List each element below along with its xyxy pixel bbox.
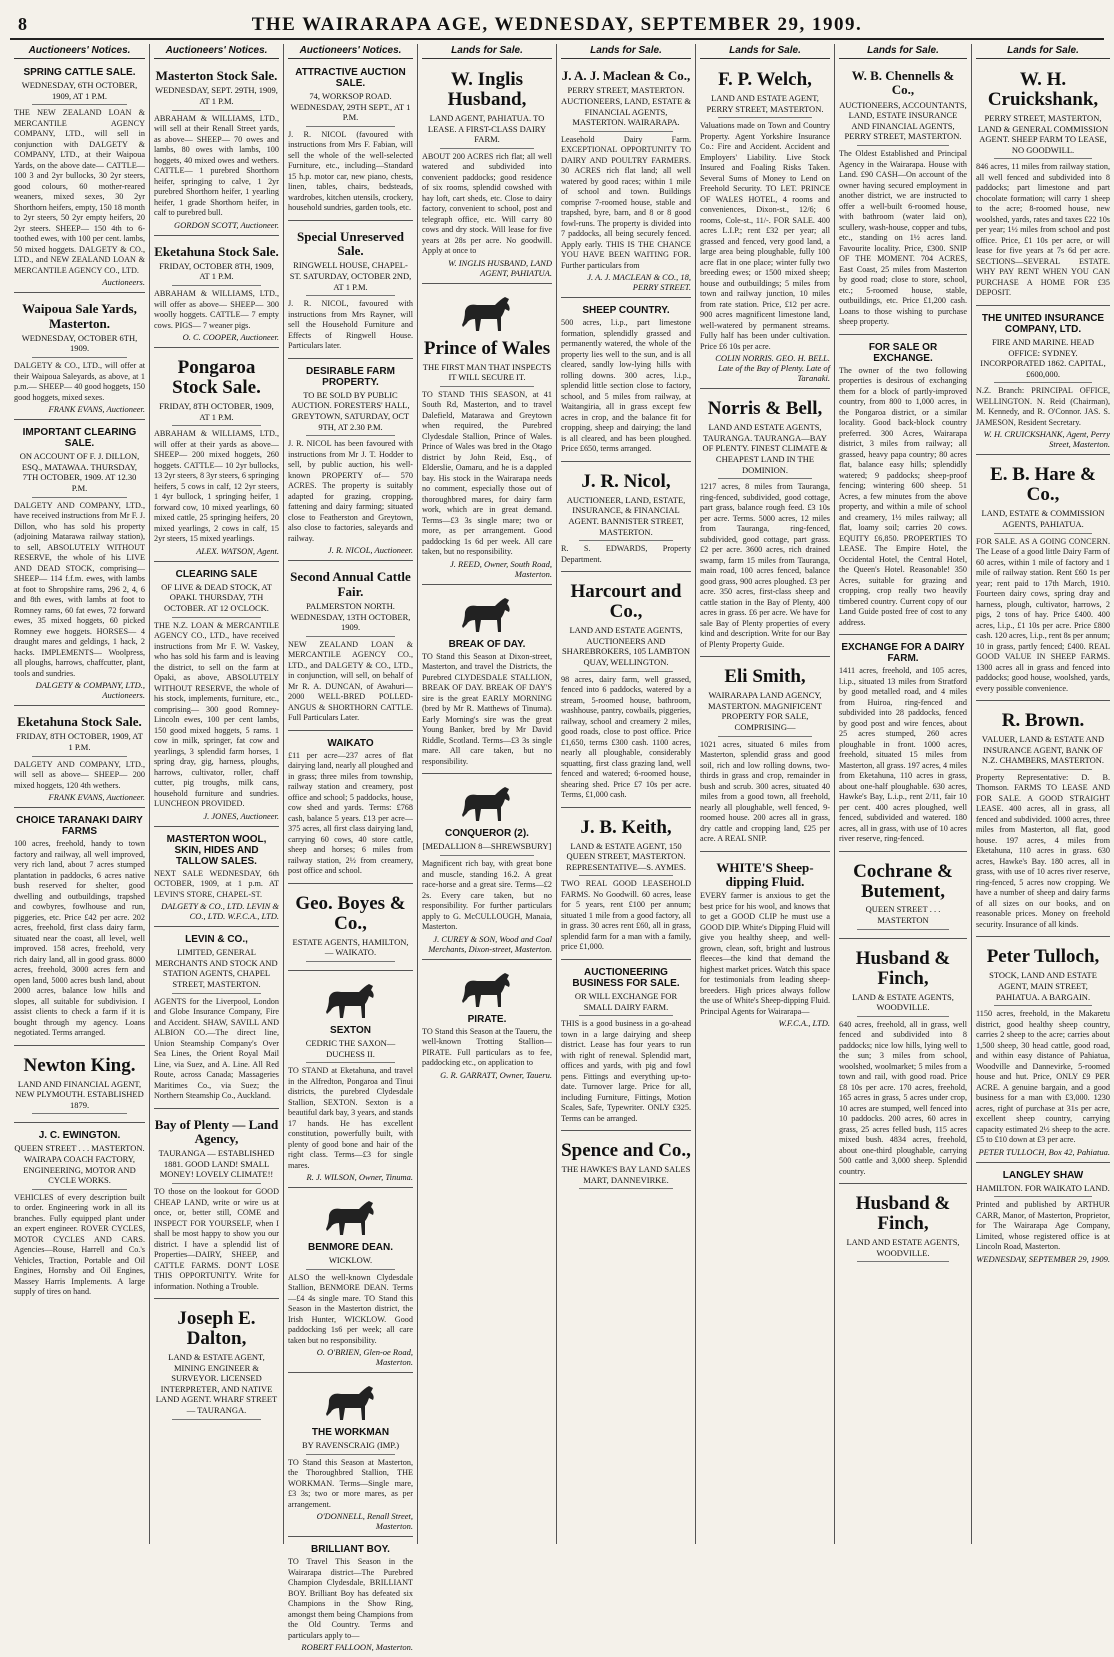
divider xyxy=(306,126,395,127)
ad-subheading: FRIDAY, OCTOBER 8TH, 1909, AT 1 P.M. xyxy=(159,260,274,282)
ad-title: WHITE'S Sheep-dipping Fluid. xyxy=(716,859,814,889)
advertisement xyxy=(288,63,413,221)
ad-title: DESIRABLE FARM PROPERTY. xyxy=(306,365,395,388)
ad-body: EVERY farmer is anxious to get the best price for his wool, and knows that to get a GOOD CLIP he must use a GOOD DIP. White's Dipping Fluid will give you healthy sheep, and well-grown, clean, soft, bright and lustrous fleeces—the kind that demand the highest market prices. Watch this space for testimonials from leading sheep-breeders. High prices always follow the use of White's Sheep-dipping Fluid. Principal Agents for Wairarapa— xyxy=(700,891,830,1016)
ad-body: 500 acres, l.i.p., part limestone formation, splendidly grassed and permanently watered, the whole of the property lies well to the sun, and is all cleared, sandly low-lying hills with rolling downs. 300 acres, l.i.p., splendid little section close to factory, school, and 5 miles from railway, at Waitangiria, all in grass except few acres in crop, and the balance fit for cropping, sheep and dairying; the land is all cleared, and has been ploughed. Price £650, terms arranged. xyxy=(561,318,691,454)
ad-signature: O. C. COOPER, Auctioneer. xyxy=(182,332,279,343)
ad-body: J. R. NICOL, favoured with instructions from Mrs Rayner, will sell the Household Furniture and Effects of Ringwell House. Particulars later. xyxy=(288,299,413,351)
ad-subheading: LAND AND ESTATE AGENTS, TAURANGA. TAURANGA—BAY OF PLENTY. FINEST CLIMATE & CHEAPEST LAND IN THE DOMINION. xyxy=(702,422,828,475)
ad-subheading: LAND & ESTATE AGENT, MINING ENGINEER & SURVEYOR. LICENSED INTERPRETER, AND NATIVE LAND AGENT. WHARF STREET — TAURANGA. xyxy=(155,1351,278,1416)
divider xyxy=(994,382,1092,383)
ad-subheading: FIRE AND MARINE. HEAD OFFICE: SYDNEY. INCORPORATED 1862. CAPITAL, £600,000. xyxy=(980,336,1106,379)
column-7 xyxy=(835,44,972,1544)
ad-body: £11 per acre—237 acres of flat dairying land, nearly all ploughed and in grass; three miles from township, railway station and creamery, post office and school; 5 paddocks, house, cow shed and yards. Terms: £768 cash, balance 5 years. £13 per acre—375 acres, all first class dairying land, carrying 60 cows, 40 store cattle, sheep and horses; 6 miles from railway station, 2½ from creamery, post office and school. xyxy=(288,750,413,876)
ad-body: NEW ZEALAND LOAN & MERCANTILE AGENCY CO., LTD., and DALGETY & CO., LTD., in conjunction, will sell, on behalf of Mr R. A. DUNCAN, of Awahuri— 2000 WELL-BRED POLLED-ANGUS & SHORTHORN CATTLE. Full Particulars Later. xyxy=(288,639,413,723)
ad-subheading: THE HAWKE'S BAY LAND SALES MART, DANNEVIRKE. xyxy=(561,1164,691,1185)
advertisement xyxy=(976,63,1110,306)
ad-title: Prince of Wales xyxy=(423,337,551,359)
advertisement xyxy=(561,63,691,298)
divider xyxy=(172,425,261,426)
advertisement xyxy=(14,63,145,293)
ad-subheading: THE FIRST MAN THAT INSPECTS IT WILL SECURE IT. xyxy=(422,361,552,383)
ad-title: Masterton Stock Sale. xyxy=(155,68,278,83)
ad-signature: PETER TULLOCH, Box 42, Pahiatua. xyxy=(978,1146,1110,1157)
ad-title: FOR SALE OR EXCHANGE. xyxy=(868,341,938,364)
advertisement xyxy=(976,940,1110,1162)
ad-title: Waipoua Sale Yards, Masterton. xyxy=(22,301,137,331)
advertisement xyxy=(839,638,967,852)
advertisement xyxy=(976,704,1110,937)
ad-title: Special Unreserved Sale. xyxy=(297,228,404,259)
ad-body: 1021 acres, situated 6 miles from Masterton, splendid grass and good soil, rich and low rolling downs, two-thirds in grass and crop, remainder in bush and scrub. 300 acres, situated 40 miles from a good town, all freehold, nearly all ploughable, well fenced, 9-roomed house. 200 acres all in grass, dry cattle and cropping land, £25 per acre. A REAL SNIP. xyxy=(700,739,830,844)
ad-signature: J. R. NICOL, Auctioneer. xyxy=(327,545,413,556)
advertisement xyxy=(154,830,279,928)
advertisement xyxy=(839,942,967,1185)
advertisement xyxy=(154,63,279,236)
ad-title: SHEEP COUNTRY. xyxy=(582,305,670,317)
ad-signature: GORDON SCOTT, Auctioneer. xyxy=(174,219,279,230)
ad-subheading: LAND AND ESTATE AGENTS, WOODVILLE. xyxy=(846,1237,960,1258)
ad-body: 1150 acres, freehold, in the Makaretu district, good healthy sheep country, carries 2 sheep to the acre; carries about 1,500 sheep, 30 head cattle, good road, and within easy distance of Pahiatua, Woodville and Dannevirke, 5-roomed house and hut. Price, ONLY £9 PER ACRE. A genuine bargain, and a good business for a man with £3,000. 1230 acres, right of purchase at 31s per acre, excellent sheep country, carrying capacity estimated 2½ sheep to the acre. £5 to £10 down at £3 per acre. xyxy=(976,1009,1110,1145)
ad-title: J. A. J. Maclean & Co., xyxy=(561,68,691,83)
advertisement xyxy=(14,423,145,706)
ad-subheading: HAMILTON. FOR WAIKATO LAND. xyxy=(976,1182,1110,1193)
divider xyxy=(579,131,673,132)
ad-body: THE N.Z. LOAN & MERCANTILE AGENCY CO., LTD., have received instructions from Mr F. W. Vaskey, who has sold his farm and is leaving the district, to sell on the farm at Opaki, as above, ABSOLUTELY WITHOUT RESERVE, the whole of his stock, implements, furniture, etc., comprising— 300 good Romney-Lincoln ewes, 100 per cent lambs, 150 good mixed hoggets, 5 rams. 1 cow in milk, springer, fat cow and yearlings, 3 splendid farm horses, 1 spring dray, gig, harness, ploughs, harrows, cultivator, roller, chaff cutter, pig troughs, milk cans, household furniture and sundries. LUNCHEON PROVIDED. xyxy=(154,620,279,809)
ad-subheading: AUCTIONEERS, ACCOUNTANTS, LAND, ESTATE INSURANCE AND FINANCIAL AGENTS, PERRY STREET, MASTERTON. xyxy=(839,99,967,142)
ad-body: TO STAND at Eketahuna, and travel in the Alfredton, Pongaroa and Tinui districts, the purebred Clydesdale Stallion, SEXTON. Sexton is a beautiful dark bay, 3 years, and stands 17 hands. He has excellent constitution, powerfully built, with plenty of good bone and hair of the right class. Terms—£3 for single mares. xyxy=(288,1066,413,1170)
ad-body: 640 acres, freehold, all in grass, well fenced and subdivided into 8 paddocks; nice low hills, lying well to the sun; 3 miles from school, woolshed, woolmarket; 5 miles from a town and rail, with good road. Price £8 10s per acre. 170 acres, freehold, 165 acres in grass, 5 acres under crop, 10 acres are stumped, well fenced into 10 paddocks. 200 acres, 60 acres in grass, 25 acres felled bush, 115 acres mixed bush. 4834 acres, freehold, about one-third ploughable, carrying 500 cattle and 3,000 sheep. Splendid country. xyxy=(839,1019,967,1176)
advertisement xyxy=(839,63,967,335)
ad-subheading: QUEEN STREET . . . MASTERTON. WAIRAPA COACH FACTORY, ENGINEERING, MOTOR AND CYCLE WORKS. xyxy=(14,1143,145,1186)
advertisement xyxy=(839,855,967,939)
ad-body: VEHICLES of every description built to order. Engineering work in all its branches. Fully equipped plant under an expert engineer. ROVER CYCLES, MOTOR CYCLES AND CARS. Agencies—Rouse, Harrell and Co.'s Vehicles, Traction, Portable and Oil Engines, Hornsby and Oil Engines, Massey Harris Implements. A large supply of tires on hand. xyxy=(14,1192,145,1297)
divider xyxy=(306,1454,395,1455)
column-heading: Auctioneers' Notices. xyxy=(14,44,145,59)
divider xyxy=(440,855,534,856)
column-heading: Lands for Sale. xyxy=(976,44,1110,59)
ad-body: FOR SALE. AS A GOING CONCERN. The Lease of a good little Dairy Farm of 60 acres, within 1 mile of factory and 1 mile of railway station. Rent £60 1s per year; rent paid to 17th March, 1910. Fourteen dairy cows, spring dray and harness, plough, cultivator, harrows, 2 pigs, 2 tons of hay. Price £400. 400 acres, l.i.p., £1 10s per acre. Price £800 cash. 120 acres, l.i.p., rent 8s per annum; 10 in grass, partly fenced; £400. REAL GOOD VALUE IN SHEEP FARMS. 1300 acres all in grass and fenced into paddocks; good house, woolshed, yards, every possible convenience. xyxy=(976,536,1110,693)
divider xyxy=(440,386,534,387)
ad-body: TO Stand this Season at Masterton, the Thoroughbred Stallion, THE WORKMAN. Terms—Single mare, £3 3s; two or more mares, as per arrangement. xyxy=(288,1457,413,1509)
ad-signature: Auctioneers. xyxy=(102,277,145,288)
ad-subheading: [MEDALLION 8—SHREWSBURY] xyxy=(422,841,552,852)
ad-body: The owner of the two following properties is desirous of exchanging them for a block of partly-improved country, from 800 to 1,000 acres, in the Pongaroa district, or a similar locality. Good back-block country preferred. 300 Acres, Wairarapa district, 3 miles from railway; all grassed, heavy papa country; 80 acres flat, balance easy hills; splendidly watered; 9 paddocks; sheep-proof fencing; wintering 600 sheep. 51 Acres, a few minutes from the above property, and within a mile of school and creamery, 1½ miles railway; all flat, loamy soil; carries 20 cows. EQUITY £6,850. PROPERTIES TO LEASE. The Empire Hotel, the Occidental Hotel, the Central Hotel, the Queen's Hotel. Reasonable! 350 Acres, suitable for grazing and cropping, crop really two heavily timbered country. Current copy of our Land Guide posted free of cost to any address. xyxy=(839,365,967,627)
ad-body: TWO REAL GOOD LEASEHOLD FARMS. No Goodwill. 60 acres, lease for 5 years, rent £100 per annum; situated 1 mile from a good factory, all in grass. 30 acres rent £60, all in grass, splendid farm for a man with a family, price £1,000. xyxy=(561,879,691,952)
ad-title: W. H. Cruickshank, xyxy=(987,69,1099,110)
ad-subheading: WICKLOW. xyxy=(328,1255,373,1266)
ad-body: ALSO the well-known Clydesdale Stallion, BENMORE DEAN. Terms—£4 4s single mare. TO Stand this Season in the Masterton district, the Irish Hunter, WICKLOW. Good paddocking 1s6 per week; all care taken but no responsibility. xyxy=(288,1272,413,1345)
advertisement xyxy=(839,1187,967,1270)
ad-title: AUCTIONEERING BUSINESS FOR SALE. xyxy=(572,966,680,989)
ad-title: CHOICE TARANAKI DAIRY FARMS xyxy=(16,815,143,838)
divider xyxy=(994,769,1092,770)
ad-subheading: WEDNESDAY, SEPT. 29TH, 1909, AT 1 P.M. xyxy=(155,85,278,106)
ad-body: 98 acres, dairy farm, well grassed, fenced into 6 paddocks, watered by a stream, 5-roomed house, bathroom, washhouse, pantry, cowbails, piggeries, railway, school and creamery 2 miles, good roads, close to post office. Price £1,650, terms £300 cash. 1100 acres, nearly all ploughable, considerably squatting, first class grazing land, well fenced and watered; 6-roomed house, shearing shed. Price £7 10s per acre. Terms, £1,000 cash. xyxy=(561,674,691,800)
ad-signature: J. REED, Owner, South Road, Masterton. xyxy=(450,558,552,579)
column-2 xyxy=(150,44,284,1544)
ad-body: NEXT SALE WEDNESDAY, 6th OCTOBER, 1909, at 1 p.m. AT LEVIN'S STORE, CHAPEL-ST. xyxy=(154,868,279,899)
ad-title: Joseph E. Dalton, xyxy=(177,1308,256,1349)
ad-signature: ROBERT FALLOON, Masterton. xyxy=(301,1642,413,1653)
divider xyxy=(857,1016,949,1017)
ad-title: LEVIN & CO., xyxy=(185,934,248,946)
newspaper-title: THE WAIRARAPA AGE, WEDNESDAY, SEPTEMBER 29, 1909. xyxy=(251,14,863,35)
ad-body: 846 acres, 11 miles from railway station, all well fenced and subdivided into 8 paddocks; part limestone and part chocolate formation; will carry 1 sheep to the acre; 8-roomed house, new woolshed, yards, rates and taxes £22 10s per year; 1½ miles from school and post office. Price, £1 10s per acre, or will lease for five years at 7s 6d per acre. SECTIONS—SEVERAL ESTATE. WHY PAY RENT WHEN YOU CAN PURCHASE A HOME FOR £35 DEPOSIT. xyxy=(976,162,1110,298)
column-8 xyxy=(972,44,1114,1544)
ad-title: Eli Smith, xyxy=(724,666,806,688)
divider xyxy=(306,435,395,436)
advertisement xyxy=(154,239,279,349)
divider xyxy=(172,993,261,994)
divider xyxy=(172,1183,261,1184)
ad-subheading: ON ACCOUNT OF F. J. DILLON, ESQ., MATAWAA. THURSDAY, 7TH OCTOBER, 1909. AT 12.30 P.M. xyxy=(19,451,140,493)
column-heading: Auctioneers' Notices. xyxy=(154,44,279,59)
advertisement xyxy=(422,63,552,284)
ad-subheading: LAND & ESTATE AGENT, 150 QUEEN STREET, MASTERTON. REPRESENTATIVE—S. AYMES. xyxy=(566,840,686,872)
advertisement xyxy=(561,811,691,960)
advertisement xyxy=(288,1540,413,1657)
advertisement xyxy=(561,301,691,462)
ad-title: Geo. Boyes & Co., xyxy=(295,892,406,934)
divider xyxy=(32,1113,127,1114)
ad-signature: DALGETY & CO., LTD. LEVIN & CO., LTD. W.F.C.A., LTD. xyxy=(161,901,279,922)
ad-body: Printed and published by ARTHUR CARR, Manor, of Masterton, Proprietor, for The Wairarapa Age Company, Limited, whose registered office is at Lincoln Road, Masterton. xyxy=(976,1200,1110,1252)
ad-title: J. B. Keith, xyxy=(580,816,672,838)
ad-title: Husband & Finch, xyxy=(855,947,951,989)
ad-subheading: OR WILL EXCHANGE FOR SMALL DAIRY FARM. xyxy=(574,990,678,1012)
divider xyxy=(718,736,812,737)
ad-subheading: LAND AGENT, PAHIATUA. TO LEASE. A FIRST-CLASS DAIRY FARM. xyxy=(427,112,547,145)
divider xyxy=(718,478,812,479)
divider xyxy=(32,497,127,498)
advertisement xyxy=(14,1126,145,1304)
advertisement xyxy=(154,565,279,827)
advertisement xyxy=(154,930,279,1109)
ad-title: Second Annual Cattle Fair. xyxy=(290,569,411,599)
column-6 xyxy=(696,44,835,1544)
ad-title: THE WORKMAN xyxy=(311,1427,390,1439)
ad-body: THIS is a good business in a go-ahead town in a large dairying and sheep district. Lease has four years to run with right of renewal. Splendid mart, offices and yards, with pig and fowl pens. Fittings and everything up-to-date. Turnover large. Price for all, including Furniture, Fittings, Motion Scales, Safe, Typewriter. ONLY £325. Terms can be arranged. xyxy=(561,1019,691,1123)
column-5 xyxy=(557,44,696,1544)
ad-title: Cochrane & Butement, xyxy=(853,860,953,902)
divider xyxy=(32,357,127,358)
ad-signature: FRANK EVANS, Auctioneer. xyxy=(48,792,145,803)
advertisement xyxy=(288,974,413,1188)
advertisement xyxy=(14,1049,145,1124)
advertisement xyxy=(561,1134,691,1197)
ad-title: J. C. EWINGTON. xyxy=(38,1130,121,1142)
divider xyxy=(172,285,261,286)
advertisement xyxy=(976,309,1110,456)
ad-body: J. R. NICOL (favoured with instructions from Mrs F. Fabian, will sell the whole of the well-selected Furniture, etc., including—Standard 15 h.p. motor car, new piano, chests, linen, tables, chairs, bedsteads, wardrobes, kitchen utensils, crockery, household sundries, garden tools, etc. xyxy=(288,129,413,213)
ad-title: EXCHANGE FOR A DAIRY FARM. xyxy=(841,642,965,665)
ad-title: THE UNITED INSURANCE COMPANY, LTD. xyxy=(981,312,1105,335)
divider xyxy=(579,875,673,876)
advertisement xyxy=(976,1166,1110,1269)
divider xyxy=(172,110,261,111)
ad-signature: J. JONES, Auctioneer. xyxy=(203,810,279,821)
ad-body: AGENTS for the Liverpool, London and Globe Insurance Company, Fire and Accident. SHAW, SAVILL AND ALBION CO.—The direct line, Union Steamship Company's Over Sea Lines, the Orient Royal Mail Line, via Suez, and A. Line. All Red Route, across Canada; Massageries Maritimes Co., via Suez; the Northern Steamship Co., Auckland. xyxy=(154,996,279,1101)
ad-subheading: PERRY STREET, MASTERTON, LAND & GENERAL COMMISSION AGENT. SHEEP FARM TO LEASE, NO GOODWILL. xyxy=(977,112,1109,155)
ad-title: SPRING CATTLE SALE. xyxy=(23,67,136,78)
ad-title: R. Brown. xyxy=(1001,710,1085,731)
ad-signature: G. R. GARRATT, Owner, Taueru. xyxy=(440,1069,552,1080)
ad-subheading: LAND AND ESTATE AGENTS, AUCTIONEERS AND SHAREBROKERS, 105 LAMBTON QUAY, WELLINGTON. xyxy=(561,625,691,667)
divider xyxy=(306,295,395,296)
advertisement xyxy=(700,392,830,657)
ad-subheading: ESTATE AGENTS, HAMILTON, — WAIKATO. xyxy=(292,936,409,958)
page-number: 8 xyxy=(18,14,27,34)
advertisement xyxy=(422,588,552,775)
advertisement xyxy=(288,1191,413,1373)
ad-title: Eketahuna Stock Sale. xyxy=(17,714,142,730)
ad-subheading: WEDNESDAY, OCTOBER 6TH, 1909. xyxy=(21,332,138,354)
advertisement xyxy=(288,564,413,730)
ad-subheading: PERRY STREET, MASTERTON. AUCTIONEERS, LAND, ESTATE & FINANCIAL AGENTS, MASTERTON. WAIRARAPA. xyxy=(561,85,691,128)
divider xyxy=(857,929,949,930)
ad-body: DALGETY AND COMPANY, LTD., have received instructions from Mr F. J. Dillon, who has sold his property (adjoining Matarawa railway station), to sell, ABSOLUTELY WITHOUT RESERVE, the whole of his LIVE AND DEAD STOCK, comprising— SHEEP— 114 f.f.m. ewes, with lambs at foot to Shropshire rams, 296 2, 4, 6 and 8th ewes, with lambs at foot to Romney rams, 60 fat ewes, 72 forward ewes, 35 mixed hoggets, 60 picked Romney ewe hoggets. HORSES— 4 draught mares and geldings, 1 hack, 2 hacks. IMPLEMENTS— Woolpress, all ploughs, harrows, chaffcutter, plant, tools and sundries. xyxy=(14,500,145,678)
advertisement xyxy=(700,855,830,1034)
advertisement xyxy=(288,362,413,562)
ad-subheading: TAURANGA — ESTABLISHED 1881. GOOD LAND! SMALL MONEY! LOVELY CLIMATE!! xyxy=(158,1148,275,1180)
ad-title: LANGLEY SHAW xyxy=(1002,1169,1084,1181)
ad-title: SEXTON xyxy=(330,1024,371,1036)
ad-body: TO Travel This Season in the Wairarapa district—The Purebred Champion Clydesdale, BRILLIANT BOY. Brilliant Boy has defeated six Champions in the Show Ring, amongst them being Champions from the Old Country. Terms and particulars apply to— xyxy=(288,1557,413,1640)
ad-title: BREAK OF DAY. xyxy=(448,638,526,650)
advertisement xyxy=(561,575,691,807)
horse-illustration-icon xyxy=(457,293,517,335)
column-1 xyxy=(10,44,150,1544)
divider xyxy=(857,1261,949,1262)
ad-body: THE NEW ZEALAND LOAN & MERCANTILE AGENCY COMPANY, LTD., will sell in conjunction with DALGETY & COMPANY, LTD., at their Waipoua Yards, on the above date— CATTLE— 100 3 and 2yr bullocks, 30 2yr steers, good colours, 60 mother-reared weaners, mixed sexes, 30 2yr Shorthorn heifers, empty, 150 18 month to 2yr steers, 50 2yr empty heifers, 20 2yr steers. SHEEP— 150 4th to 6-toothed ewes, with 100 per cent. lambs, 50 mixed hoggets. DALGETY & CO., LTD., and NEW ZEALAND LOAN & MERCANTILE AGENCY CO., LTD. xyxy=(14,108,145,275)
ad-body: TO Stand this Season at Dixon-street, Masterton, and travel the Districts, the Purebred CLYDESDALE STALLION, BREAK OF DAY. BREAK OF DAY'S sire is the great EARLY MORNING (bred by Mr R. Matthews of Tinuma). Early Morning's sire was the great Young Banker, bred by Mr David Riddle, Scotland. Terms—£3 3s single mare. All care taken, but no responsibility. xyxy=(422,651,552,766)
ad-signature: W. H. CRUICKSHANK, Agent, Perry Street, Masterton. xyxy=(983,429,1110,450)
ad-body: ABRAHAM & WILLIAMS, LTD., will offer as above— SHEEP— 300 woolly hoggets. CATTLE— 7 empty cows. PIGS— 7 weaner pigs. xyxy=(154,289,279,330)
ad-title: CONQUEROR (2). xyxy=(445,828,529,840)
advertisement xyxy=(288,224,413,359)
divider xyxy=(994,1005,1092,1006)
ad-title: Bay of Plenty — Land Agency, xyxy=(154,1116,279,1146)
ad-body: Property Representative: D. B. Thomson. FARMS TO LEASE AND FOR SALE. A GOOD STRAIGHT LEASE. 400 acres, all in grass, all fenced and subdivided. 1000 acres, three miles from Masterton, all flat, good house. 197 acres, 4 miles from Eketahuna, 110 acres in grass. 630 acres, Hawke's Bay. 180 acres, all in grass, with use of 10 acres river reserve, ring-fenced, 5 acres now cropping. We have a number of sheep and dairy farms of all sizes on our books, and on reasonable prices. Money on freehold security. Insurance of all kinds. xyxy=(976,772,1110,929)
ad-body: Magnificent rich bay, with great bone and muscle, standing 16.2. A great race-horse and a great sire. Terms—£2 2s. Every care taken, but no responsibility. For further particulars apply to G. McCULLOUGH, Manaia, Masterton. xyxy=(422,859,552,932)
ad-title: Norris & Bell, xyxy=(707,398,823,420)
ad-subheading: LIMITED, GENERAL MERCHANTS AND STOCK AND STATION AGENTS, CHAPEL STREET, MASTERTON. xyxy=(155,947,278,989)
divider xyxy=(306,636,395,637)
ad-signature: WEDNESDAY, SEPTEMBER 29, 1909. xyxy=(976,1253,1110,1264)
ad-body: DALGETY AND COMPANY, LTD., will sell as above— SHEEP— 200 mixed hoggets, 120 4th wethers. xyxy=(14,759,145,790)
advertisement xyxy=(422,963,552,1085)
advertisement xyxy=(561,465,691,572)
column-heading: Auctioneers' Notices. xyxy=(288,44,413,59)
advertisement xyxy=(154,1302,279,1428)
ad-subheading: BY RAVENSCRAIG (IMP.) xyxy=(301,1440,400,1451)
advertisement xyxy=(422,287,552,585)
advertisement xyxy=(288,1376,413,1537)
ad-title: W. B. Chennells & Co., xyxy=(851,68,955,98)
ad-body: Leasehold Dairy Farm. EXCEPTIONAL OPPORTUNITY TO DAIRY AND POULTRY FARMERS. 30 ACRES rich flat land; all well watered by good races; within 1 mile of school and town. Buildings comprise 7-roomed house, stable and trapshed, byre, barn, and 8 or 8 good fowl-runs. The property is divided into 7 paddocks, all being securely fenced. Apply early. THIS IS THE CHANCE YOU HAVE BEEN WAITING FOR. Further particulars from xyxy=(561,134,691,270)
ad-body: TO those on the lookout for GOOD CHEAP LAND, write or wire us at once, or, better still, COME and INSPECT FOR YOURSELF, when I shall be most happy to show you our district. I have a splendid list of Properties—DAIRY, SHEEP, and CATTLE FARMS. DON'T LOSE THIS OPPORTUNITY. Write for information. Nothing a Trouble. xyxy=(154,1187,279,1291)
advertisement xyxy=(14,811,145,1046)
ad-subheading: AUCTIONEER, LAND, ESTATE, INSURANCE, & FINANCIAL AGENT. BANNISTER STREET, MASTERTON. xyxy=(566,494,686,537)
ad-body: DALGETY & CO., LTD., will offer at their Waipoua Saleyards, as above, at 1 p.m.— SHEEP— 40 good hoggets, 150 good hoggets, mixed sexes. xyxy=(14,361,145,402)
column-heading: Lands for Sale. xyxy=(561,44,691,59)
divider xyxy=(718,117,812,118)
advertisement xyxy=(154,1112,279,1299)
divider xyxy=(994,1196,1092,1197)
ad-title: E. B. Hare & Co., xyxy=(990,464,1096,506)
ad-subheading: LAND AND FINANCIAL AGENT, NEW PLYMOUTH. ESTABLISHED 1879. xyxy=(15,1078,144,1110)
ad-title: IMPORTANT CLEARING SALE. xyxy=(22,427,137,450)
divider xyxy=(32,104,127,105)
divider xyxy=(32,756,127,757)
advertisement xyxy=(700,63,830,389)
ad-subheading: QUEEN STREET . . . MASTERTON xyxy=(865,904,941,926)
ad-title: Husband & Finch, xyxy=(855,1193,951,1235)
ad-title: PIRATE. xyxy=(467,1013,507,1025)
advertisement xyxy=(154,351,279,562)
ad-subheading: OF LIVE & DEAD STOCK, AT OPAKI. THURSDAY, 7TH OCTOBER. AT 12 O'CLOCK. xyxy=(161,581,272,613)
advertisement xyxy=(14,296,145,420)
ad-body: TO Stand this Season at the Taueru, the well-known Trotting Stallion—PIRATE. Full particulars as to fee, paddocking etc., on application to xyxy=(422,1026,552,1068)
divider xyxy=(994,158,1092,159)
divider xyxy=(306,1269,395,1270)
ad-body: The Oldest Established and Principal Agency in the Wairarapa. House with Land. £90 CASH—On account of the owner having secured employment in another district, we are instructed to offer a well-built 6-roomed house, with bathroom (water laid on), scullery, wash-house, copper and tubs, etc., standing on 1½ acres land. Favourite locality. Price, £300. SNIP OF THE MOMENT. 704 ACRES, East Coast, 25 miles from Masterton by good road; close to store, school, etc.; 5-roomed house, stable, outbuildings, etc. Price £1,200 cash. Loans to those wishing to purchase sheep property. xyxy=(839,149,967,327)
horse-illustration-icon xyxy=(457,594,517,636)
ad-subheading: PALMERSTON NORTH. WEDNESDAY, 13TH OCTOBER, 1909. xyxy=(290,600,411,633)
advertisement xyxy=(288,887,413,971)
advertisement xyxy=(700,660,830,851)
ad-signature: O. O'BRIEN, Glen-oe Road, Masterton. xyxy=(316,1347,413,1368)
divider xyxy=(579,1188,673,1189)
ad-title: ATTRACTIVE AUCTION SALE. xyxy=(295,67,406,89)
ad-title: Peter Tulloch, xyxy=(986,946,1100,968)
divider xyxy=(172,1419,261,1420)
ad-body: ABOUT 200 ACRES rich flat; all well watered and subdivided into convenient paddocks; good residence of six rooms, splendid cowshed with hay loft, cart sheds, etc. Close to dairy factory, convenient to school, post and telegraph office, etc. Will carry 80 cows and dry stock. Will lease for five years at 28s per acre. No goodwill. Apply at once to xyxy=(422,151,552,256)
ad-subheading: VALUER, LAND & ESTATE AND INSURANCE AGENT, BANK OF N.Z. CHAMBERS, MASTERTON. xyxy=(981,733,1105,766)
ad-subheading: WAIRARAPA LAND AGENCY, MASTERTON. MAGNIFICENT PROPERTY FOR SALE, COMPRISING— xyxy=(707,690,823,733)
ad-title: WAIKATO xyxy=(327,737,374,749)
ad-body: 1217 acres, 8 miles from Tauranga, ring-fenced, subdivided, good cottage, part grass, balance rough feed. £3 10s per acre. Terms. 5000 acres, 12 miles from Tauranga, ring-fenced, subdivided, good cottage, part grass. £2 per acre. 3600 acres, rich drained swamp, farm 15 miles from Tauranga, main road, 100 acres fenced, balance good grass, 900 acres ploughed. £3 per acre. 350 acres, first-class sheep and cattle station in the Bay of Plenty, 400 acres in grass. £6 per acre. We have for sale Bay of Plenty properties of every kind and description. Write for our Bay of Plenty Property Guide. xyxy=(700,482,830,649)
advertisement xyxy=(561,963,691,1131)
advertisement xyxy=(422,777,552,959)
divider xyxy=(306,961,395,962)
ad-body: Valuations made on Town and Country Property. Agent Yorkshire Insurance Co.: Fire and Accident. Accident and Employers' Liability. Live Stock Insured and Foaling Risks Taken. Several Sums of Money to Lend on Freehold Security. TO LET. PRINCE OF WALES HOTEL, 4 rooms and conveniences, Dixon-st., 12/6; 6 rooms, Cole-st., 11/-. FOR SALE. 400 acres L.I.P.; rent £32 per year; all grassed and fenced, very good land, a large area being ploughable, fully 100 acre flat in one place; winter fully two breeding ewes; or 1500 mixed sheep; house and outbuildings; 5 miles from town and railway junction, 10 miles from rate station. Price, £12 per acre. 900 acres magnificent limestone land, well-watered by permanent streams. Fully half has been under cultivation. Price £6 10s per acre. xyxy=(700,121,830,351)
ad-title: Spence and Co., xyxy=(561,1140,691,1162)
ad-subheading: FRIDAY, 8TH OCTOBER, 1909, AT 1 P.M. xyxy=(159,400,274,422)
ad-subheading: LAND AND ESTATE AGENT, PERRY STREET, MASTERTON. xyxy=(706,92,824,114)
ad-subheading: CEDRIC THE SAXON—DUCHESS II. xyxy=(305,1037,396,1059)
horse-illustration-icon xyxy=(321,1382,381,1424)
horse-illustration-icon xyxy=(321,1197,381,1239)
ad-title: Newton King. xyxy=(23,1054,136,1076)
ad-body: 100 acres, freehold, handy to town factory and railway, all well improved, very rich land, about 7 acres stumped plantation in paddocks, 6 acres native bush reserved for shelter, good dwelling and outbuildings, trapshed and cowbyres, fowlhouse and run, piggeries, etc. Price £42 per acre. 202 acres, freehold, first class dairy farm, situated near the coast, all level, well improved. 158 acres, freehold, very rich dairy land, all in good grass. 8000 acres, freehold, 3000 acres fern and open land, 5000 acres bush land, about 2000 acres, balance low hills and slopes, all suitable for subdivision. I assist clients to check a farm if it is bought through my agency. Loans negotiated. Terms arranged. xyxy=(14,839,145,1038)
ad-signature: ALEX. WATSON, Agent. xyxy=(196,545,279,556)
ad-subheading: LAND, ESTATE & COMMISSION AGENTS, PAHIATUA. xyxy=(981,508,1105,529)
ad-body: J. R. NICOL has been favoured with instructions from Mr J. T. Hodder to sell, by public auction, his well-known PROPERTY of— 570 ACRES. The property is suitably adapted for grazing, cropping, fattening and dairy farming; situated close to Featherston and Greytown, also close to factories, saleyards and railway. xyxy=(288,439,413,543)
advertisement xyxy=(976,458,1110,701)
ad-title: W. Inglis Husband, xyxy=(447,69,527,110)
ad-title: BENMORE DEAN. xyxy=(307,1242,393,1254)
ad-body: ABRAHAM & WILLIAMS, LTD., will sell at their Renall Street yards, as above— SHEEP— 70 owes and lambs, 80 owes with lambs, 100 hoggets, 40 mixed owes and wethers. CATTLE— 1 purebred Shorthorn heifer, springing to calve, 1 2yr purebred Shorthorn heifer, 1 yearling heifer, 1 grade Shorthorn heifer, in calf to purebred bull. xyxy=(154,113,279,218)
ad-signature: O'DONNELL, Renall Street, Masterton. xyxy=(316,1511,413,1532)
horse-illustration-icon xyxy=(321,980,381,1022)
ad-body: N.Z. Branch: PRINCIPAL OFFICE, WELLINGTON. N. Reid (Chairman), M. Kennedy, and R. O'Connor. JAS. S. JAMESON, Resident Secretary. xyxy=(976,386,1110,427)
ad-signature: R. J. WILSON, Owner, Tinuma. xyxy=(306,1172,413,1183)
column-4 xyxy=(418,44,557,1544)
divider xyxy=(32,1189,127,1190)
divider xyxy=(172,617,261,618)
divider xyxy=(306,1062,395,1063)
advertisement xyxy=(839,338,967,636)
divider xyxy=(994,533,1092,534)
column-heading: Lands for Sale. xyxy=(700,44,830,59)
ad-subheading: RINGWELL HOUSE, CHAPEL-ST. SATURDAY, OCTOBER 2ND, AT 1 P.M. xyxy=(289,260,412,292)
divider xyxy=(579,540,673,541)
advertisement xyxy=(14,709,145,808)
divider xyxy=(579,671,673,672)
horse-illustration-icon xyxy=(457,969,517,1011)
divider xyxy=(440,148,534,149)
ad-title: Pongaroa Stock Sale. xyxy=(172,357,261,399)
ad-body: R. S. EDWARDS, Property Department. xyxy=(561,544,691,564)
column-3 xyxy=(284,44,418,1653)
ad-signature: W. INGLIS HUSBAND, LAND AGENT, PAHIATUA. xyxy=(448,257,552,278)
ad-body: ABRAHAM & WILLIAMS, LTD., will offer at their yards as above— SHEEP— 200 mixed hoggets, 260 hoggets. CATTLE— 10 2yr bullocks, 13 2yr steers, 8 3yr steers, 6 springing heifers, 5 cows in calf, 12 2yr steers, 1 4yr bullock, 1 springing heifer, 1 forward cow, 10 mixed yearlings, 60 mixed cattle, 25 springing heifers, 20 mixed yearlings, 2 cows in calf, 15 2yr steers, 15 mixed yearlings. xyxy=(154,429,279,544)
ad-subheading: FRIDAY, 8TH OCTOBER, 1909, AT 1 P.M. xyxy=(16,731,143,753)
ad-title: MASTERTON WOOL, SKIN, HIDES AND TALLOW SALES. xyxy=(166,833,267,867)
ad-title: BRILLIANT BOY. xyxy=(311,1544,390,1556)
column-heading: Lands for Sale. xyxy=(422,44,552,59)
ad-signature: COLIN NORRIS. GEO. H. BELL. Late of the Bay of Plenty. Late of Taranaki. xyxy=(715,353,830,384)
advertisement xyxy=(288,734,413,884)
divider xyxy=(579,1015,673,1016)
ad-subheading: WEDNESDAY, 6TH OCTOBER, 1909, AT 1 P.M. xyxy=(21,80,138,101)
ad-title: CLEARING SALE xyxy=(175,568,258,580)
ad-signature: J. CUREY & SON, Wood and Coal Merchants, Dixon-street, Masterton. xyxy=(428,933,552,954)
ad-body: 1411 acres, freehold, and 105 acres, l.i.p., situated 13 miles from Stratford by good metalled road, and 4 miles from Huiroa, ring-fenced and subdivided into 28 paddocks, fenced by good post and wire fences, about 25 acres stumped, 260 acres ploughable in front. 1000 acres, freehold, situated 15 miles from Masterton, all grass. 197 acres, 4 miles from Eketahuna, 110 acres in grass, about one-half ploughable. 630 acres, Hawke's Bay, L.i.p., rent 2/11, fair 10 per cent. 400 acres ploughed, well fenced, subdivided and watered. 180 acres, all in grass, with use of 10 acres river reserve, ring-fenced. xyxy=(839,666,967,844)
ad-signature: J. A. J. MACLEAN & CO., 18, PERRY STREET. xyxy=(587,272,691,293)
ad-title: Eketahuna Stock Sale. xyxy=(154,243,279,259)
horse-illustration-icon xyxy=(457,783,517,825)
masthead xyxy=(10,14,1104,40)
ad-subheading: STOCK, LAND AND ESTATE AGENT, MAIN STREET, PAHIATUA. A BARGAIN. xyxy=(989,970,1097,1002)
ad-subheading: LAND & ESTATE AGENTS, WOODVILLE. xyxy=(852,991,954,1013)
ad-title: Harcourt and Co., xyxy=(570,581,682,623)
ad-signature: W.F.C.A., LTD. xyxy=(778,1018,830,1029)
ad-signature: DALGETY & COMPANY, LTD., Auctioneers. xyxy=(35,680,145,701)
ad-subheading: 74, WORKSOP ROAD. WEDNESDAY, 29TH SEPT., AT 1 P.M. xyxy=(290,91,411,123)
ad-subheading: TO BE SOLD BY PUBLIC AUCTION. FORESTERS' HALL, GREYTOWN, SATURDAY, OCT 9TH, AT 2.30 P.M. xyxy=(291,389,410,432)
ad-signature: FRANK EVANS, Auctioneer. xyxy=(48,404,145,415)
divider xyxy=(857,145,949,146)
ad-title: F. P. Welch, xyxy=(718,69,812,90)
ad-body: TO STAND THIS SEASON, at 41 South Rd, Masterton, and to travel Dalefield, Matarawa and Greytown when required, the Purebred Clydesdale Stallion, Prince of Wales. Prince of Wales was bred in the Otago district by John Reid, Esq., of Elderslie, Oamaru, and he is a dappled bay. His stock in the Wairarapa needs no comment, especially those out of thoroughbred mares, for dairy farm work, which are in great demand. Terms—£3 3s single mare; two or more, as per arrangement. Good paddocking 1s 6d per week. All care taken, but no responsibility. xyxy=(422,389,552,557)
column-heading: Lands for Sale. xyxy=(839,44,967,59)
ad-title: J. R. Nicol, xyxy=(581,470,671,492)
